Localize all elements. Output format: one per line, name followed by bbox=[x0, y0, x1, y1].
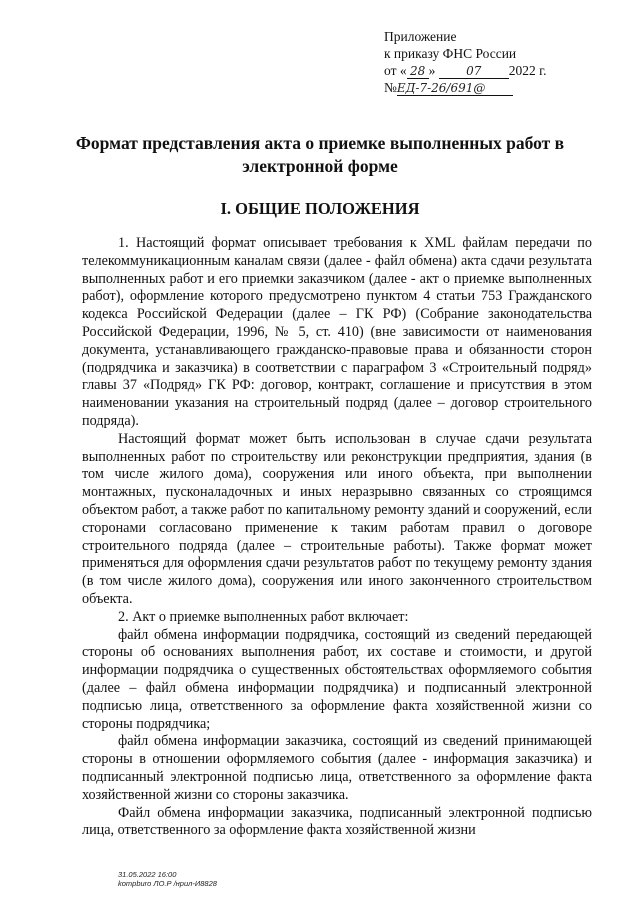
paragraph-3: 2. Акт о приемке выполненных работ включает: bbox=[118, 608, 409, 625]
paragraph-1: 1. Настоящий формат описывает требования к XML файлам передачи по телекоммуникационным каналам связи (далее - файл обмена) акта сдачи результата выполненных работ и его приемки заказчиком (далее - акт о приемке выполненных работ), оформление которого предусмотрено пунктом 4 статьи 753 Гражданского кодекса Российской Федерации (далее – ГК РФ) (Собрание законодательства Российской Федерации, 1996, № 5, ст. 410) (вне зависимости от наименования документа, устанавливающего гражданско-правовые права и обязанности сторон (подрядчика и заказчика) в соответствии с параграфом 3 «Строительный подряд» главы 37 «Подряд» ГК РФ: договор, контракт, соглашение и присутствия в этом наименовании указания на строительный подряд (далее – договор строительного подряда). bbox=[82, 235, 592, 429]
date-month: 07 bbox=[439, 64, 509, 79]
number-prefix: № bbox=[384, 80, 397, 95]
appendix-order-ref: к приказу ФНС России bbox=[384, 46, 517, 61]
date-year: 2022 г. bbox=[508, 63, 547, 78]
appendix-block bbox=[384, 28, 624, 96]
document-body bbox=[82, 235, 592, 840]
paragraph-4: файл обмена информации подрядчика, состоящий из сведений передающей стороны об основаниях выполнения работ, их составе и стоимости, и другой информации подрядчика о существенных обстоятельствах оформляемого события (далее – файл обмена информации подрядчика) и подписанный электронной подписью лица, ответственного за оформление факта хозяйственной жизни со стороны подрядчика; bbox=[82, 626, 592, 732]
appendix-number-line bbox=[384, 79, 624, 96]
date-day: 28 bbox=[407, 64, 429, 79]
paragraph-5: файл обмена информации заказчика, состоящий из сведений принимающей стороны в отношении оформляемого события (далее - информация заказчика) и подписанный электронной подписью лица, ответственного за оформление факта хозяйственной жизни со стороны заказчика. bbox=[82, 733, 592, 803]
footer-file-info: kompburo ЛО.Р /нрил-И8828 bbox=[118, 879, 217, 888]
date-mid: » bbox=[428, 63, 436, 78]
document-title: Формат представления акта о приемке выполненных работ в электронной форме bbox=[75, 133, 565, 176]
appendix-date-line bbox=[384, 62, 624, 79]
section-heading: I. ОБЩИЕ ПОЛОЖЕНИЯ bbox=[220, 199, 420, 218]
date-prefix: от « bbox=[384, 63, 407, 78]
paragraph-2: Настоящий формат может быть использован в случае сдачи результата выполненных работ по строительству или реконструкции предприятия, здания (в том числе жилого дома), сооружения или иного объекта, при выполнении монтажных, пусконаладочных и иных неразрывно связанных со строящимся объектом работ, а также работ по капитальному ремонту зданий и сооружений, если сторонами согласовано применение к таким работам правил о договоре строительного подряда (далее – строительные работы). Также формат может применяться для оформления сдачи результатов работ по текущему ремонту здания (в том числе жилого дома), сооружения или иного законченного строительством объекта. bbox=[82, 430, 592, 607]
appendix-title: Приложение bbox=[384, 29, 457, 44]
paragraph-6: Файл обмена информации заказчика, подписанный электронной подписью лица, ответственного за оформление факта хозяйственной жизни bbox=[82, 804, 592, 839]
print-footer bbox=[118, 870, 217, 888]
footer-timestamp: 31.05.2022 16:00 bbox=[118, 870, 177, 879]
order-number: ЕД-7-26/691@ bbox=[397, 81, 513, 96]
